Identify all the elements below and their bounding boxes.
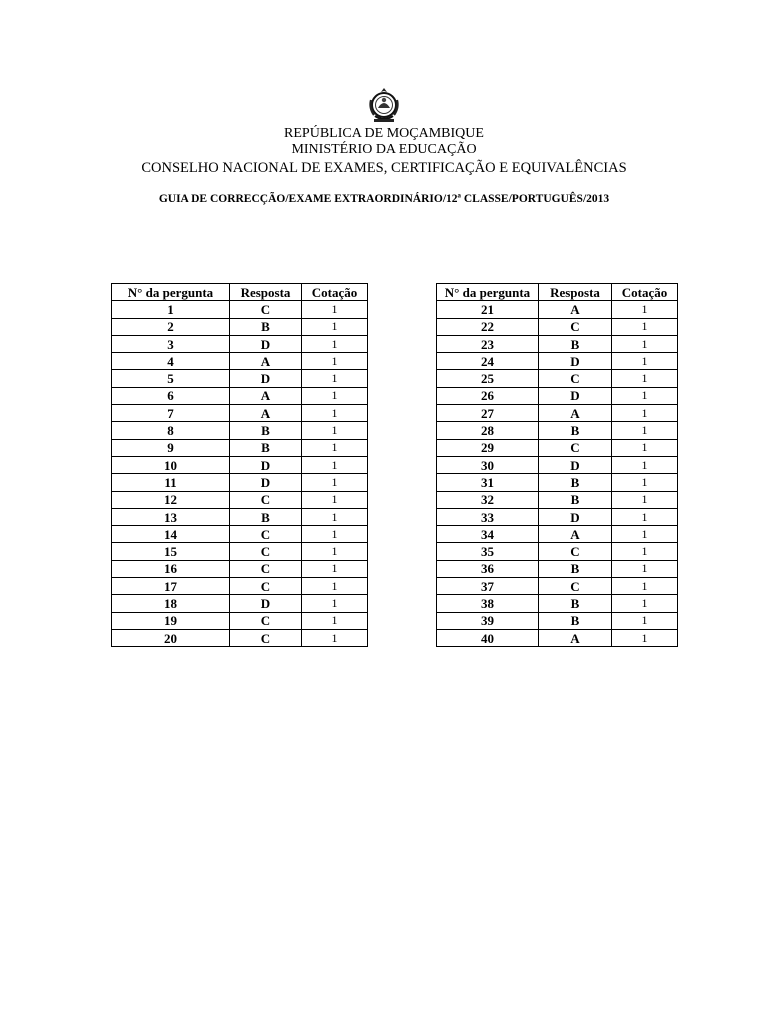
score-cell: 1 — [612, 491, 678, 508]
question-number-cell: 32 — [437, 491, 539, 508]
answer-cell: A — [539, 629, 612, 646]
question-number-cell: 31 — [437, 474, 539, 491]
question-number-cell: 3 — [112, 335, 230, 352]
answer-cell: D — [539, 387, 612, 404]
table-row — [437, 474, 678, 491]
answer-cell: B — [230, 508, 302, 525]
table-row — [112, 543, 368, 560]
question-number-cell: 15 — [112, 543, 230, 560]
council-heading: CONSELHO NACIONAL DE EXAMES, CERTIFICAÇÃO E EQUIVALÊNCIAS — [141, 160, 627, 176]
table-row — [112, 439, 368, 456]
answer-key-table-right — [436, 283, 678, 647]
answer-cell: B — [539, 422, 612, 439]
answer-cell: A — [539, 301, 612, 318]
country-heading: REPÚBLICA DE MOÇAMBIQUE — [284, 126, 484, 141]
answer-cell: A — [230, 353, 302, 370]
question-number-cell: 10 — [112, 456, 230, 473]
table-row — [112, 456, 368, 473]
question-number-cell: 6 — [112, 387, 230, 404]
table-row — [112, 318, 368, 335]
score-cell: 1 — [612, 318, 678, 335]
question-number-cell: 17 — [112, 578, 230, 595]
column-header-score: Cotação — [612, 284, 678, 301]
answer-cell: C — [230, 612, 302, 629]
table-row — [437, 405, 678, 422]
score-cell: 1 — [612, 405, 678, 422]
score-cell: 1 — [612, 595, 678, 612]
question-number-cell: 23 — [437, 335, 539, 352]
score-cell: 1 — [612, 612, 678, 629]
table-row — [437, 456, 678, 473]
question-number-cell: 27 — [437, 405, 539, 422]
answer-cell: D — [539, 508, 612, 525]
question-number-cell: 33 — [437, 508, 539, 525]
score-cell: 1 — [612, 629, 678, 646]
answer-cell: C — [230, 526, 302, 543]
question-number-cell: 30 — [437, 456, 539, 473]
table-row — [112, 595, 368, 612]
column-header-question: N° da pergunta — [112, 284, 230, 301]
score-cell: 1 — [302, 353, 368, 370]
answer-cell: D — [230, 370, 302, 387]
score-cell: 1 — [612, 578, 678, 595]
answer-cell: C — [230, 543, 302, 560]
score-cell: 1 — [612, 387, 678, 404]
answer-cell: A — [230, 405, 302, 422]
table-row — [112, 491, 368, 508]
answer-cell: C — [230, 578, 302, 595]
answer-cell: A — [539, 405, 612, 422]
score-cell: 1 — [302, 318, 368, 335]
score-cell: 1 — [612, 543, 678, 560]
table-row — [437, 387, 678, 404]
table-header-row — [437, 284, 678, 301]
table-row — [112, 422, 368, 439]
table-row — [112, 301, 368, 318]
answer-cell: B — [539, 335, 612, 352]
answer-cell: D — [539, 353, 612, 370]
score-cell: 1 — [302, 595, 368, 612]
table-row — [112, 526, 368, 543]
table-row — [437, 491, 678, 508]
column-header-score: Cotação — [302, 284, 368, 301]
column-header-answer: Resposta — [230, 284, 302, 301]
score-cell: 1 — [612, 301, 678, 318]
question-number-cell: 35 — [437, 543, 539, 560]
answer-cell: D — [230, 456, 302, 473]
question-number-cell: 5 — [112, 370, 230, 387]
answer-cell: C — [539, 543, 612, 560]
score-cell: 1 — [302, 474, 368, 491]
answer-cell: C — [539, 318, 612, 335]
answer-cell: C — [230, 301, 302, 318]
table-row — [437, 578, 678, 595]
answer-cell: B — [539, 560, 612, 577]
score-cell: 1 — [302, 543, 368, 560]
question-number-cell: 1 — [112, 301, 230, 318]
question-number-cell: 38 — [437, 595, 539, 612]
answer-cell: B — [539, 474, 612, 491]
question-number-cell: 40 — [437, 629, 539, 646]
score-cell: 1 — [612, 526, 678, 543]
score-cell: 1 — [302, 335, 368, 352]
table-row — [437, 526, 678, 543]
table-row — [437, 612, 678, 629]
score-cell: 1 — [612, 456, 678, 473]
question-number-cell: 16 — [112, 560, 230, 577]
table-row — [112, 629, 368, 646]
question-number-cell: 26 — [437, 387, 539, 404]
question-number-cell: 19 — [112, 612, 230, 629]
score-cell: 1 — [612, 439, 678, 456]
table-row — [112, 370, 368, 387]
score-cell: 1 — [302, 387, 368, 404]
column-header-answer: Resposta — [539, 284, 612, 301]
table-row — [437, 318, 678, 335]
score-cell: 1 — [612, 335, 678, 352]
score-cell: 1 — [302, 370, 368, 387]
answer-cell: D — [230, 474, 302, 491]
table-row — [437, 543, 678, 560]
answer-cell: D — [230, 335, 302, 352]
question-number-cell: 13 — [112, 508, 230, 525]
answer-cell: B — [230, 318, 302, 335]
table-row — [437, 439, 678, 456]
score-cell: 1 — [302, 578, 368, 595]
score-cell: 1 — [302, 612, 368, 629]
table-row — [437, 301, 678, 318]
question-number-cell: 12 — [112, 491, 230, 508]
answer-cell: C — [230, 629, 302, 646]
answer-cell: D — [230, 595, 302, 612]
question-number-cell: 22 — [437, 318, 539, 335]
table-row — [112, 335, 368, 352]
answer-cell: B — [230, 439, 302, 456]
table-row — [112, 387, 368, 404]
table-row — [437, 422, 678, 439]
question-number-cell: 4 — [112, 353, 230, 370]
answer-cell: B — [539, 595, 612, 612]
table-row — [112, 560, 368, 577]
answer-cell: D — [539, 456, 612, 473]
score-cell: 1 — [302, 405, 368, 422]
question-number-cell: 18 — [112, 595, 230, 612]
question-number-cell: 24 — [437, 353, 539, 370]
table-row — [437, 335, 678, 352]
table-row — [437, 370, 678, 387]
score-cell: 1 — [302, 456, 368, 473]
question-number-cell: 8 — [112, 422, 230, 439]
table-row — [112, 612, 368, 629]
table-row — [437, 595, 678, 612]
column-header-question: N° da pergunta — [437, 284, 539, 301]
table-row — [437, 629, 678, 646]
table-row — [112, 578, 368, 595]
score-cell: 1 — [612, 508, 678, 525]
answer-cell: C — [230, 491, 302, 508]
question-number-cell: 21 — [437, 301, 539, 318]
question-number-cell: 28 — [437, 422, 539, 439]
score-cell: 1 — [302, 508, 368, 525]
answer-cell: B — [539, 612, 612, 629]
score-cell: 1 — [302, 526, 368, 543]
score-cell: 1 — [302, 629, 368, 646]
table-row — [112, 474, 368, 491]
table-row — [112, 508, 368, 525]
question-number-cell: 7 — [112, 405, 230, 422]
answer-key-table-left — [111, 283, 368, 647]
score-cell: 1 — [612, 370, 678, 387]
score-cell: 1 — [612, 353, 678, 370]
question-number-cell: 11 — [112, 474, 230, 491]
score-cell: 1 — [612, 474, 678, 491]
question-number-cell: 9 — [112, 439, 230, 456]
question-number-cell: 37 — [437, 578, 539, 595]
score-cell: 1 — [302, 422, 368, 439]
table-header-row — [112, 284, 368, 301]
coat-of-arms-icon — [366, 86, 402, 126]
answer-cell: C — [230, 560, 302, 577]
table-row — [437, 560, 678, 577]
table-row — [437, 353, 678, 370]
table-row — [112, 353, 368, 370]
question-number-cell: 34 — [437, 526, 539, 543]
score-cell: 1 — [302, 439, 368, 456]
question-number-cell: 39 — [437, 612, 539, 629]
question-number-cell: 36 — [437, 560, 539, 577]
table-row — [112, 405, 368, 422]
score-cell: 1 — [302, 560, 368, 577]
score-cell: 1 — [302, 491, 368, 508]
document-title: GUIA DE CORRECÇÃO/EXAME EXTRAORDINÁRIO/12ª CLASSE/PORTUGUÊS/2013 — [158, 193, 610, 205]
answer-cell: C — [539, 578, 612, 595]
answer-cell: B — [230, 422, 302, 439]
answer-cell: A — [539, 526, 612, 543]
question-number-cell: 14 — [112, 526, 230, 543]
answer-cell: B — [539, 491, 612, 508]
score-cell: 1 — [302, 301, 368, 318]
question-number-cell: 29 — [437, 439, 539, 456]
answer-cell: C — [539, 370, 612, 387]
question-number-cell: 20 — [112, 629, 230, 646]
question-number-cell: 2 — [112, 318, 230, 335]
score-cell: 1 — [612, 422, 678, 439]
table-row — [437, 508, 678, 525]
answer-cell: A — [230, 387, 302, 404]
ministry-heading: MINISTÉRIO DA EDUCAÇÃO — [291, 142, 477, 157]
answer-cell: C — [539, 439, 612, 456]
score-cell: 1 — [612, 560, 678, 577]
question-number-cell: 25 — [437, 370, 539, 387]
